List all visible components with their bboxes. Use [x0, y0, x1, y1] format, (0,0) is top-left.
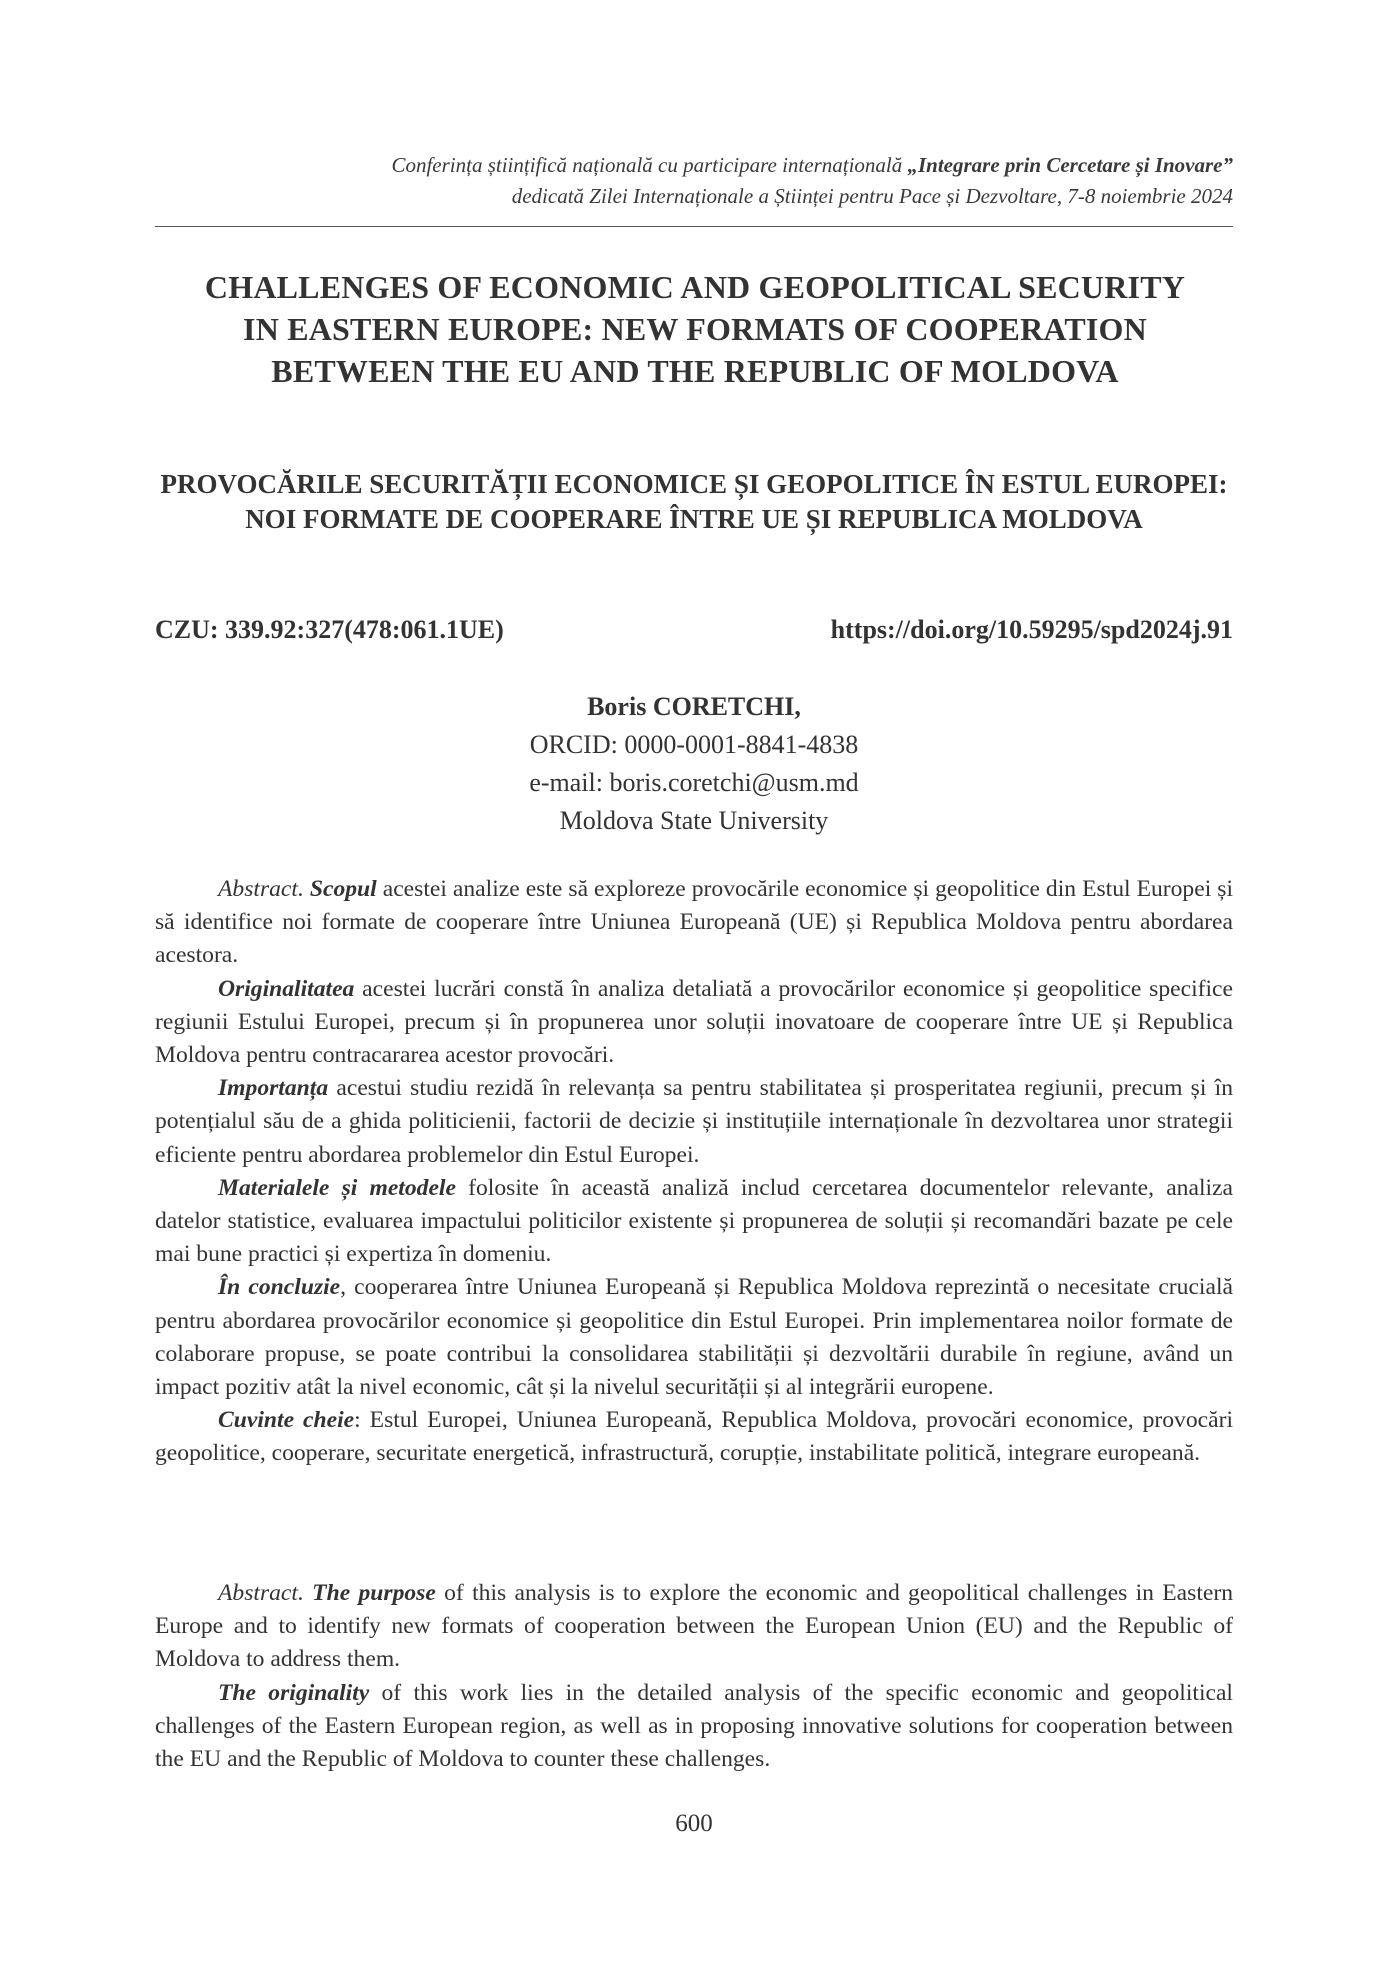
running-header-line2: dedicată Zilei Internaționale a Științei pentru Pace și Dezvoltare, 7-8 noiembrie 2024	[511, 184, 1233, 208]
title-english: CHALLENGES OF ECONOMIC AND GEOPOLITICAL SECURITY IN EASTERN EUROPE: NEW FORMATS OF COOPERATION BETWEEN THE EU AND THE REPUBLIC OF MOLDOVA	[204, 269, 1186, 389]
abstract-paragraph	[155, 973, 1233, 1073]
abstract-paragraph	[155, 873, 1233, 973]
paragraph-text: acestei analize este să exploreze provocările economice și geopolitice din Estul Europei și să identifice noi formate de cooperare între Uniunea Europeană (UE) și Republica Moldova pentru abordarea acestora.	[155, 876, 1233, 969]
author-orcid: ORCID: 0000-0001-8841-4838	[529, 730, 859, 759]
paragraph-text: of this analysis is to explore the economic and geopolitical challenges in Eastern Europe and to identify new formats of cooperation between the European Union (EU) and the Republic of Moldova to address them.	[155, 1580, 1234, 1673]
paragraph-lead: Materialele și metodele	[218, 1174, 456, 1201]
abstract-paragraph	[155, 1072, 1233, 1172]
paragraph-text: acestei lucrări constă în analiza detaliată a provocărilor economice și geopolitice specifice regiunii Estului Europei, precum și în propunerea unor soluții inovatoare de cooperare între UE și Republica Moldova pentru contracararea acestor provocări.	[155, 975, 1233, 1069]
abstract-romanian	[155, 873, 1233, 1471]
keywords-label: Cuvinte cheie	[218, 1407, 355, 1434]
title-romanian: PROVOCĂRILE SECURITĂȚII ECONOMICE ȘI GEOPOLITICE ÎN ESTUL EUROPEI: NOI FORMATE DE COOPERARE ÎNTRE UE ȘI REPUBLICA MOLDOVA	[160, 469, 1228, 534]
conference-label: Conferința științifică națională cu participare internațională	[391, 153, 908, 177]
paragraph-lead: În concluzie	[218, 1274, 341, 1301]
abstract-paragraph	[155, 1172, 1233, 1272]
paragraph-lead: Importanța	[218, 1075, 329, 1102]
author-affiliation: Moldova State University	[559, 806, 829, 835]
author-name: Boris CORETCHI,	[587, 692, 801, 721]
paragraph-text: folosite în această analiză includ cercetarea documentelor relevante, analiza datelor statistice, evaluarea impactului politicilor existente și propunerea de soluții și recomandări bazate pe cele mai bune practici și expertiza în domeniu.	[155, 1174, 1233, 1268]
czu-code: CZU: 339.92:327(478:061.1UE)	[155, 615, 504, 644]
running-header	[155, 150, 1233, 212]
paragraph-text: acestui studiu rezidă în relevanța sa pentru stabilitatea și prosperitatea regiunii, precum și în potențialul său de a ghida politicienii, factorii de decizie și instituțiile internaționale în dezvoltarea unor strategii eficiente pentru abordarea problemelor din Estul Europei.	[155, 1075, 1233, 1168]
header-rule	[155, 226, 1233, 227]
abstract-english	[155, 1577, 1233, 1776]
doi-link[interactable]: https://doi.org/10.59295/spd2024j.91	[830, 615, 1233, 644]
conference-name: „Integrare prin Cercetare și Inovare”	[907, 153, 1233, 177]
abstract-paragraph	[155, 1677, 1233, 1777]
running-header-line1	[155, 150, 1233, 181]
abstract-paragraph	[155, 1271, 1233, 1404]
abstract-label: Abstract.	[218, 876, 304, 902]
abstract-paragraph	[155, 1577, 1233, 1677]
page-number: 600	[675, 1810, 713, 1837]
paragraph-text: , cooperarea între Uniunea Europeană și Republica Moldova reprezintă o necesitate crucială pentru abordarea provocărilor economice și geopolitice din Estul Europei. Prin implementarea noilor formate de colaborare propuse, se poate contribui la consolidarea stabilității și dezvoltării durabile în regiune, având un impact pozitiv atât la nivel economic, cât și la nivelul securității și al integrării europene.	[155, 1274, 1233, 1401]
paragraph-lead: The originality	[218, 1679, 370, 1706]
paragraph-text: of this work lies in the detailed analysis of the specific economic and geopolitical challenges of the Eastern European region, as well as in proposing innovative solutions for cooperation between the EU and the Republic of Moldova to counter these challenges.	[155, 1679, 1233, 1773]
author-email[interactable]: e-mail: boris.coretchi@usm.md	[529, 768, 859, 797]
keywords-text: : Estul Europei, Uniunea Europeană, Republica Moldova, provocări economice, provocări geopolitice, cooperare, securitate energetică, infrastructură, corupție, instabilitate politică, integrare europeană.	[155, 1407, 1233, 1467]
paragraph-lead: The purpose	[303, 1580, 436, 1606]
paragraph-lead: Scopul	[303, 876, 377, 902]
author-block	[155, 688, 1233, 840]
keywords-paragraph	[155, 1404, 1233, 1470]
abstract-label: Abstract.	[218, 1580, 304, 1606]
paragraph-lead: Originalitatea	[218, 975, 355, 1002]
